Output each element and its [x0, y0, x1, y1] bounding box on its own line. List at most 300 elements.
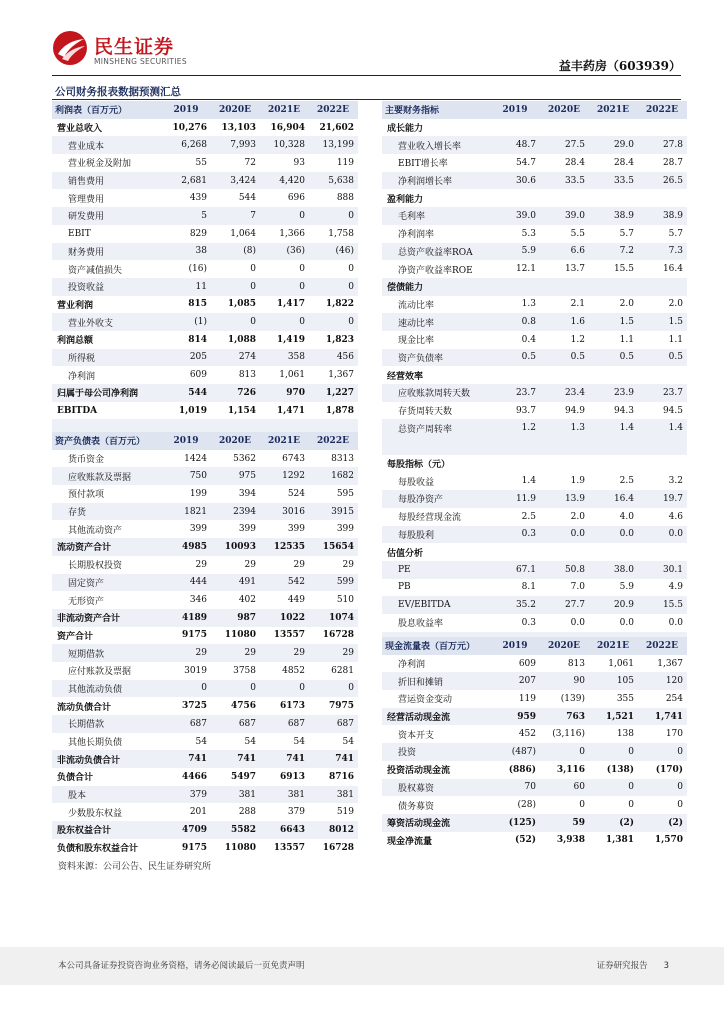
row-value: 16728: [322, 630, 354, 641]
row-label: 销售费用: [52, 172, 162, 190]
table-row: [382, 614, 687, 632]
spacer-cell: [382, 437, 491, 455]
row-label: 毛利率: [382, 207, 491, 225]
row-value: 10,276: [172, 122, 207, 133]
row-value: [589, 543, 638, 561]
row-value: (138): [606, 764, 634, 775]
row-value: 399: [336, 524, 354, 535]
table-title: 现金流量表（百万元）: [382, 637, 491, 655]
row-value: 1,758: [328, 228, 354, 239]
row-value: 542: [260, 574, 309, 592]
row-value: 1.9: [570, 476, 585, 487]
table-row: [52, 697, 358, 715]
row-value: 5.9: [491, 243, 540, 261]
row-label: 经营活动现金流: [382, 708, 491, 726]
row-value: 60: [540, 779, 589, 797]
row-value: 0.8: [491, 313, 540, 331]
table-row: [382, 472, 687, 490]
row-value: 1,064: [230, 228, 256, 239]
row-value: (28): [517, 800, 536, 811]
row-label: 货币资金: [68, 455, 105, 466]
row-label: 投资: [382, 743, 491, 761]
row-value: 207: [491, 672, 540, 690]
row-value: [589, 366, 638, 384]
row-value: (2): [589, 814, 638, 832]
table-row: [52, 609, 358, 627]
year-header: 2022E: [309, 432, 358, 450]
row-value: 975: [211, 467, 260, 485]
page-footer: [0, 947, 724, 985]
row-value: 1,019: [178, 405, 207, 416]
row-value: 3,938: [556, 835, 585, 846]
row-value: 5.3: [521, 228, 536, 239]
row-value: 394: [238, 488, 256, 499]
row-value: 0: [589, 779, 638, 797]
row-value: 0.0: [638, 526, 687, 544]
row-label: 折旧和摊销: [382, 672, 491, 690]
row-value: 0: [260, 313, 309, 331]
row-label: PE: [382, 561, 491, 579]
row-value: 4.9: [668, 582, 683, 593]
row-value: [589, 455, 638, 473]
row-value: 5362: [233, 453, 256, 464]
table-row: [382, 690, 687, 708]
table-row: [52, 225, 358, 243]
row-value: 39.0: [540, 207, 589, 225]
row-value: (46): [309, 243, 358, 261]
row-value: 1.5: [589, 313, 638, 331]
table-row: [52, 119, 358, 137]
footer-report-type: 证券研究报告: [596, 961, 648, 971]
row-value: 449: [287, 595, 305, 606]
row-label: 净利润率: [398, 230, 435, 241]
row-value: 763: [540, 708, 589, 726]
row-value: 687: [260, 715, 309, 733]
row-value: 15654: [309, 538, 358, 556]
table-row: [52, 296, 358, 314]
row-label: 盈利能力: [387, 194, 424, 205]
row-value: 1,366: [279, 228, 305, 239]
row-value: 0.3: [521, 617, 536, 628]
table-row: [52, 680, 358, 698]
row-value: 1682: [309, 467, 358, 485]
row-value: 29: [195, 559, 207, 570]
row-value: 29: [293, 559, 305, 570]
row-value: 28.4: [564, 157, 585, 168]
row-value: [638, 543, 687, 561]
row-value: 5: [162, 207, 211, 225]
table-row: [382, 154, 687, 172]
row-value: 15.5: [613, 264, 634, 275]
row-value: 93: [293, 157, 305, 168]
row-label: 流动负债合计: [57, 702, 112, 713]
row-value: 3,116: [556, 764, 585, 775]
row-value: 94.5: [662, 405, 683, 416]
row-value: [491, 543, 540, 561]
row-value: 0: [162, 680, 211, 698]
row-label: 管理费用: [68, 194, 105, 205]
row-value: 27.8: [638, 136, 687, 154]
row-value: 54: [244, 736, 256, 747]
row-value: 815: [188, 299, 207, 310]
table-row: [382, 596, 687, 614]
row-value: 0: [211, 278, 260, 296]
row-value: 50.8: [540, 561, 589, 579]
row-label: 总资产周转率: [382, 419, 491, 437]
table-row: [52, 644, 358, 662]
row-value: [589, 189, 638, 207]
row-value: 10,328: [260, 136, 309, 154]
row-value: 11080: [224, 630, 256, 641]
row-value: 2,681: [162, 172, 211, 190]
row-value: 987: [211, 609, 260, 627]
row-value: 741: [162, 750, 211, 768]
row-label: 成长能力: [387, 124, 424, 135]
row-value: (139): [560, 693, 585, 704]
row-label: 应付账款及票据: [68, 667, 132, 678]
row-value: 29: [244, 559, 256, 570]
table-row: [52, 627, 358, 645]
row-value: 687: [162, 715, 211, 733]
row-label: 财务费用: [52, 243, 162, 261]
spacer-cell: [589, 437, 638, 455]
row-value: 0: [211, 313, 260, 331]
table-header-row: [52, 101, 358, 119]
income-statement-table: [52, 101, 358, 437]
row-value: 23.4: [540, 384, 589, 402]
row-value: 444: [162, 574, 211, 592]
table-row: [52, 733, 358, 751]
row-label: 其他长期负债: [68, 738, 123, 749]
row-label: 股本: [52, 786, 162, 804]
section-title: 公司财务报表数据预测汇总: [55, 86, 181, 98]
table-row: [52, 313, 358, 331]
section-label: 每股指标（元）: [387, 460, 451, 471]
row-value: 0: [250, 264, 256, 275]
row-value: 8716: [328, 771, 354, 782]
row-value: (36): [260, 243, 309, 261]
row-value: 0: [299, 264, 305, 275]
row-value: 30.6: [491, 172, 540, 190]
row-value: 7.2: [589, 243, 638, 261]
row-value: 379: [162, 786, 211, 804]
row-value: 6,268: [162, 136, 211, 154]
row-label: 短期借款: [52, 644, 162, 662]
row-value: 23.7: [638, 384, 687, 402]
row-value: 7.0: [570, 582, 585, 593]
row-value: 0: [309, 313, 358, 331]
table-row: [382, 655, 687, 673]
row-value: 0: [260, 278, 309, 296]
row-value: 38: [162, 243, 211, 261]
row-label: 应收账款及票据: [52, 467, 162, 485]
table-row: [52, 538, 358, 556]
table-row: [382, 243, 687, 261]
row-label: 非流动资产合计: [52, 609, 162, 627]
row-value: 201: [189, 807, 207, 818]
row-value: 54.7: [515, 157, 536, 168]
row-value: [638, 119, 687, 137]
row-value: 379: [287, 807, 305, 818]
row-label: 每股股利: [382, 526, 491, 544]
row-value: 27.7: [540, 596, 589, 614]
row-value: 1,381: [605, 835, 634, 846]
row-label: EBIT增长率: [398, 159, 448, 170]
row-label: 非流动负债合计: [52, 750, 162, 768]
table-row: [382, 579, 687, 597]
table-row: [382, 419, 687, 437]
year-header: 2021E: [589, 637, 638, 655]
row-value: 0.4: [521, 334, 536, 345]
row-value: 1,471: [276, 405, 305, 416]
table-row: [52, 485, 358, 503]
row-value: 888: [336, 193, 354, 204]
table-row: [382, 384, 687, 402]
row-label: 资本开支: [398, 730, 435, 741]
table-row: [382, 366, 687, 384]
row-value: 119: [336, 157, 354, 168]
table-row: [52, 839, 358, 857]
row-value: 4.6: [668, 511, 683, 522]
row-label: 固定资产: [52, 574, 162, 592]
row-value: 4985: [162, 538, 211, 556]
row-value: 55: [195, 157, 207, 168]
row-value: 90: [540, 672, 589, 690]
row-value: 439: [189, 193, 207, 204]
row-value: 9175: [181, 630, 207, 641]
row-value: 399: [238, 524, 256, 535]
row-value: 13557: [273, 842, 305, 853]
row-label: 资产合计: [57, 631, 94, 642]
row-value: 29: [260, 644, 309, 662]
row-value: 4466: [181, 771, 207, 782]
row-value: 7.3: [638, 243, 687, 261]
row-value: 205: [162, 349, 211, 367]
year-header: 2020E: [211, 101, 260, 119]
row-value: 13,103: [221, 122, 256, 133]
row-value: 1,878: [325, 405, 354, 416]
row-label: 每股净资产: [382, 490, 491, 508]
row-value: 59: [540, 814, 589, 832]
row-value: 3758: [233, 665, 256, 676]
row-label: 少数股东权益: [68, 808, 123, 819]
cash-flow-table: [382, 637, 687, 849]
row-value: 456: [309, 349, 358, 367]
table-row: [52, 786, 358, 804]
row-value: 1,823: [325, 334, 354, 345]
row-value: 8012: [309, 821, 358, 839]
year-header: 2019: [491, 637, 540, 655]
row-value: 1,822: [325, 299, 354, 310]
row-value: 12535: [260, 538, 309, 556]
row-value: 3915: [309, 503, 358, 521]
table-row: [52, 136, 358, 154]
row-value: 0.5: [540, 349, 589, 367]
row-value: [540, 119, 589, 137]
table-row: [52, 331, 358, 349]
table-row: [52, 260, 358, 278]
row-value: 829: [189, 228, 207, 239]
row-label: 流动资产合计: [52, 538, 162, 556]
row-value: 12.1: [515, 264, 536, 275]
row-value: 11080: [224, 842, 256, 853]
table-row: [52, 574, 358, 592]
table-row: [382, 313, 687, 331]
section-divider: [52, 99, 681, 100]
row-value: 3725: [181, 701, 207, 712]
row-value: 1.3: [540, 419, 589, 437]
row-label: 偿债能力: [382, 278, 491, 296]
row-value: 1.4: [638, 419, 687, 437]
row-value: 402: [238, 595, 256, 606]
footer-right: [597, 959, 669, 971]
row-value: 6.6: [540, 243, 589, 261]
year-header: 2020E: [540, 637, 589, 655]
table-row: [52, 821, 358, 839]
header-divider: [52, 75, 681, 76]
row-value: 28.4: [613, 157, 634, 168]
row-label: 经营效率: [387, 371, 424, 382]
table-header-row: [382, 637, 687, 655]
row-value: 138: [616, 729, 634, 740]
row-value: [540, 189, 589, 207]
row-value: 741: [309, 750, 358, 768]
table-row: [52, 450, 358, 468]
row-label: 存货: [52, 503, 162, 521]
company-ticker: 益丰药房（603939）: [558, 59, 681, 73]
table-row: [382, 725, 687, 743]
row-label: 营业总收入: [57, 124, 103, 135]
row-value: 94.3: [613, 405, 634, 416]
row-value: 4189: [162, 609, 211, 627]
row-label: 速动比率: [382, 313, 491, 331]
row-value: 16.4: [662, 264, 683, 275]
table-row: [52, 384, 358, 402]
row-value: [589, 119, 638, 137]
row-value: 381: [211, 786, 260, 804]
row-value: 29: [162, 644, 211, 662]
row-label: 投资活动现金流: [387, 766, 451, 777]
row-value: 1.5: [638, 313, 687, 331]
row-value: 1,061: [608, 658, 634, 669]
row-value: 5582: [211, 821, 260, 839]
row-value: 0: [348, 264, 354, 275]
row-value: 0: [628, 800, 634, 811]
row-value: 1424: [184, 453, 207, 464]
row-value: 1,061: [279, 370, 305, 381]
row-value: 67.1: [491, 561, 540, 579]
row-value: 687: [211, 715, 260, 733]
row-value: 544: [238, 193, 256, 204]
table-row: [382, 119, 687, 137]
row-value: 7975: [328, 701, 354, 712]
row-value: 599: [309, 574, 358, 592]
row-value: 6173: [279, 701, 305, 712]
row-value: 595: [336, 488, 354, 499]
row-value: 399: [189, 524, 207, 535]
row-label: PB: [398, 582, 411, 593]
table-row: [382, 225, 687, 243]
row-value: 19.7: [638, 490, 687, 508]
table-row: [382, 779, 687, 797]
row-value: 0: [260, 680, 309, 698]
row-value: 0.5: [638, 349, 687, 367]
table-row: [52, 243, 358, 261]
row-label: 存货周转天数: [398, 407, 453, 418]
row-value: 0.0: [570, 617, 585, 628]
table-row: [52, 402, 358, 420]
row-value: (2): [638, 814, 687, 832]
row-value: [540, 278, 589, 296]
financial-ratios-table: [382, 101, 687, 649]
table-row: [382, 278, 687, 296]
logo-text-cn: 民生证券: [94, 36, 175, 58]
row-label: 其他流动资产: [68, 525, 123, 536]
row-value: 4852: [282, 665, 305, 676]
row-value: 21,602: [319, 122, 354, 133]
row-value: 48.7: [491, 136, 540, 154]
row-value: [491, 278, 540, 296]
row-value: 0: [309, 278, 358, 296]
table-row: [52, 467, 358, 485]
row-label: 研发费用: [52, 207, 162, 225]
row-value: 199: [189, 488, 207, 499]
table-row: [52, 366, 358, 384]
row-value: (125): [491, 814, 540, 832]
row-value: 813: [238, 370, 256, 381]
table-header-row: [52, 432, 358, 450]
row-label: 流动比率: [398, 300, 435, 311]
row-value: 2.0: [619, 299, 634, 310]
row-value: 0: [260, 207, 309, 225]
year-header: 2020E: [540, 101, 589, 119]
row-value: 30.1: [638, 561, 687, 579]
row-value: 0.0: [589, 526, 638, 544]
minsheng-logo-mark-icon: [52, 30, 88, 66]
table-title: 资产负债表（百万元）: [52, 432, 162, 450]
row-label: 负债合计: [57, 773, 94, 784]
row-value: [638, 366, 687, 384]
table-section-row: [382, 455, 687, 473]
row-value: [638, 278, 687, 296]
table-row: [382, 761, 687, 779]
row-value: 254: [665, 693, 683, 704]
row-value: 93.7: [515, 405, 536, 416]
row-label: EBITDA: [57, 405, 98, 416]
row-label: EBIT: [68, 228, 91, 239]
row-value: [638, 455, 687, 473]
row-value: 491: [211, 574, 260, 592]
row-value: 1,417: [276, 299, 305, 310]
row-value: [589, 278, 638, 296]
row-value: 54: [293, 736, 305, 747]
row-value: 609: [518, 658, 536, 669]
row-value: (16): [188, 264, 207, 275]
spacer-cell: [491, 437, 540, 455]
table-row: [382, 708, 687, 726]
row-value: 3.2: [668, 476, 683, 487]
row-value: 4.0: [619, 511, 634, 522]
row-value: 28.7: [662, 157, 683, 168]
row-value: 288: [238, 807, 256, 818]
row-value: 3016: [260, 503, 309, 521]
row-label: 筹资活动现金流: [382, 814, 491, 832]
row-value: 13.9: [540, 490, 589, 508]
row-value: 726: [211, 384, 260, 402]
row-label: 现金比率: [398, 336, 435, 347]
table-title: 利润表（百万元）: [52, 101, 162, 119]
table-row: [382, 743, 687, 761]
